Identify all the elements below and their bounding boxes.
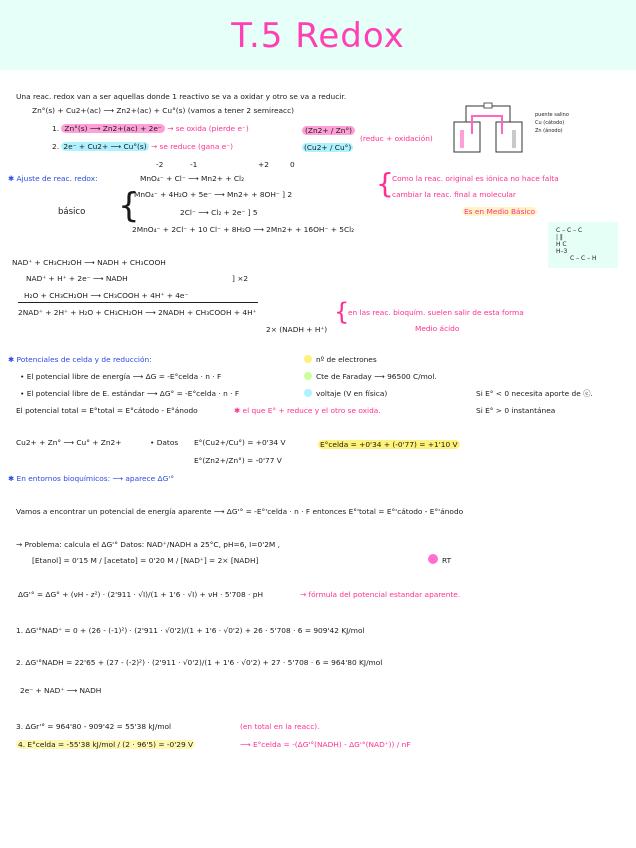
item-1-note: → se oxida (pierde e⁻) (167, 124, 249, 133)
nad-note-1: en las reac. bioquím. suelen salir de esta forma (348, 308, 524, 317)
brace: { (118, 186, 140, 226)
prob-p1: → Problema: calcula el ΔG'° Datos: NAD⁺/NADH a 25°C, pH=6, I=0'2M , (16, 540, 280, 549)
ajuste-r3: 2MnO₄⁻ + 2Cl⁻ + 10 Cl⁻ + 8H₂O ⟶ 2Mn2+ + 16OH⁻ + 5Cl₂ (132, 225, 355, 234)
ex-eq: Cu2+ + Zn° ⟶ Cu° + Zn2+ (16, 438, 122, 447)
item-2-note: → se reduce (gana e⁻) (151, 142, 234, 151)
struct-l5: C – C – H (570, 255, 597, 262)
rt-dot (428, 554, 438, 564)
pot-s2: Si E° > 0 instantánea (476, 406, 556, 415)
item-1-eq: Zn°(s) ⟶ Zn2+(ac) + 2e⁻ (61, 124, 164, 133)
molecule-structure (548, 222, 618, 268)
nad-l4: 2NAD⁺ + 2H⁺ + H₂O + CH₃CH₂OH ⟶ 2NADH + CH₃COOH + 4H⁺ (18, 308, 257, 317)
cell-diagram (440, 100, 532, 160)
legend-cathode: Cu (cátodo) (535, 120, 565, 126)
legend-anode: Zn (ánodo) (535, 128, 563, 134)
pair-1-text: (Zn2+ / Zn°) (302, 126, 355, 135)
ajuste-r2: 2Cl⁻ ⟶ Cl₂ + 2e⁻ ] 5 (180, 208, 258, 217)
pot-b1: • El potencial libre de energía ⟶ ΔG = -E°celda · n · F (20, 372, 222, 381)
pair-1 (302, 126, 355, 135)
ex-d1: E°(Cu2+/Cu°) = +0'34 V (194, 438, 286, 447)
item-2-eq: 2e⁻ + Cu2+ ⟶ Cu°(s) (63, 142, 147, 151)
nad-l5: 2× (NADH + H⁺) (266, 325, 328, 334)
pot-k2: Cte de Faraday ⟶ 96500 C/mol. (316, 372, 437, 381)
struct-l1: C – C – C (556, 227, 583, 234)
prob-s1: 1. ΔG'°NAD⁺ = 0 + (26 - (-1)²) · (2'911 · √0'2)/(1 + 1'6 · √0'2) + 26 · 5'708 · 6 = 909'42 KJ/mol (16, 626, 365, 635)
prob-formula: ΔG'° = ΔG° + (νH - z²) · (2'911 · √I)/(1 + 1'6 · √I) + νH · 5'708 · pH (18, 590, 264, 599)
prob-s4-text: 4. E°celda = -55'38 kJ/mol / (2 · 96'5) = -0'29 V (18, 740, 194, 749)
nad-l2b: ] ×2 (232, 274, 249, 283)
pot-b3: El potencial total = E°total = E°cátodo - E°ánodo (16, 406, 198, 415)
pot-b2: • El potencial libre de E. estándar ⟶ ΔG° = -E°celda · n · F (20, 389, 240, 398)
pot-k1: nº de electrones (316, 355, 377, 364)
pot-s1: Si E° < 0 necesita aporte de ⓔ. (476, 389, 593, 398)
ex-d2: E°(Zn2+/Zn°) = -0'77 V (194, 456, 282, 465)
prob-s4-note: ⟶ E°celda = -(ΔG'°(NADH) - ΔG'°(NAD⁺)) / nF (240, 740, 411, 749)
dot-cyan (304, 389, 312, 397)
bio-heading: ✱ En entornos bioquímicos: ⟶ aparece ΔG'° (8, 474, 175, 483)
prob-rt: RT (442, 556, 452, 565)
item-1 (52, 124, 249, 133)
ox-state-1: -2 (156, 160, 164, 169)
prob-s3: 3. ΔGr'° = 964'80 - 909'42 = 55'38 kJ/mol (16, 722, 172, 731)
ex-result-text: E°celda = +0'34 + (-0'77) = +1'10 V (320, 440, 458, 449)
pair-2 (302, 143, 353, 152)
intro-line-1: Una reac. redox van a ser aquellas donde 1 reactivo se va a oxidar y otro se va a reducir. (16, 92, 347, 101)
dot-yellow (304, 355, 312, 363)
pot-heading: ✱ Potenciales de celda y de reducción: (8, 355, 152, 364)
nad-divider (18, 302, 258, 303)
ox-state-4: 0 (290, 160, 295, 169)
prob-s3-note: (en total en la reacc). (240, 722, 320, 731)
prob-s4 (16, 740, 195, 749)
nad-brace: { (334, 298, 350, 326)
nad-l2: NAD⁺ + H⁺ + 2e⁻ ⟶ NADH (26, 274, 128, 283)
item-2-num: 2. (52, 142, 60, 151)
prob-half: 2e⁻ + NAD⁺ ⟶ NADH (20, 686, 102, 695)
item-1-num: 1. (52, 124, 60, 133)
ex-datos: • Datos (150, 438, 179, 447)
side-note-1: Como la reac. original es iónica no hace falta (392, 174, 559, 183)
ox-state-2: -1 (190, 160, 198, 169)
prob-formula-note: → fórmula del potencial estandar aparente. (300, 590, 461, 599)
intro-line-2: Zn°(s) + Cu2+(ac) ⟶ Zn2+(ac) + Cu°(s) (vamos a tener 2 semireacc) (32, 106, 295, 115)
pair-note: (reduc + oxidación) (360, 134, 433, 143)
pot-k3: voltaje (V en física) (316, 389, 388, 398)
dot-green (304, 372, 312, 380)
ajuste-r1: MnO₄⁻ + 4H₂O + 5e⁻ ⟶ Mn2+ + 8OH⁻ ] 2 (134, 190, 293, 199)
basic-label: básico (58, 207, 86, 217)
pair-2-text: (Cu2+ / Cu°) (304, 143, 352, 152)
ajuste-main-eq: MnO₄⁻ + Cl⁻ ⟶ Mn2+ + Cl₂ (140, 174, 245, 183)
side-note-2: cambiar la reac. final a molecular (392, 190, 516, 199)
page-title: T.5 Redox (231, 16, 405, 56)
item-2 (52, 142, 233, 151)
side-note-3-text: Es en Medio Básico (464, 207, 536, 216)
legend-salt-bridge: puente salino (535, 112, 569, 118)
nad-l1: NAD⁺ + CH₃CH₂OH ⟶ NADH + CH₃COOH (12, 258, 166, 267)
prob-s2: 2. ΔG'°NADH = 22'65 + (27 - (-2)²) · (2'911 · √0'2)/(1 + 1'6 · √0'2) + 27 · 5'708 · 6 = 964'80 KJ/mol (16, 658, 383, 667)
side-note-3 (462, 207, 537, 216)
struct-l2: | ‖ (556, 234, 563, 241)
bio-line: Vamos a encontrar un potencial de energía aparente ⟶ ΔG'° = -E°'celda · n · F entonces E°'total = E°'cátodo - E°'ánodo (16, 507, 464, 516)
nad-l3: H₂O + CH₃CH₂OH ⟶ CH₃COOH + 4H⁺ + 4e⁻ (24, 291, 189, 300)
struct-l4: H–3 (556, 248, 568, 255)
ox-state-3: +2 (258, 160, 269, 169)
nad-note-2: Medio ácido (415, 324, 460, 333)
ajuste-heading: ✱ Ajuste de reac. redox: (8, 174, 98, 183)
side-brace: { (376, 167, 394, 200)
struct-l3: H C (556, 241, 567, 248)
ex-result (318, 440, 460, 449)
prob-p2: [Etanol] = 0'15 M / [acetato] = 0'20 M / [NAD⁺] = 2× [NADH] (32, 556, 259, 565)
pot-b3-note: ✱ el que E° + reduce y el otro se oxida. (234, 406, 381, 415)
